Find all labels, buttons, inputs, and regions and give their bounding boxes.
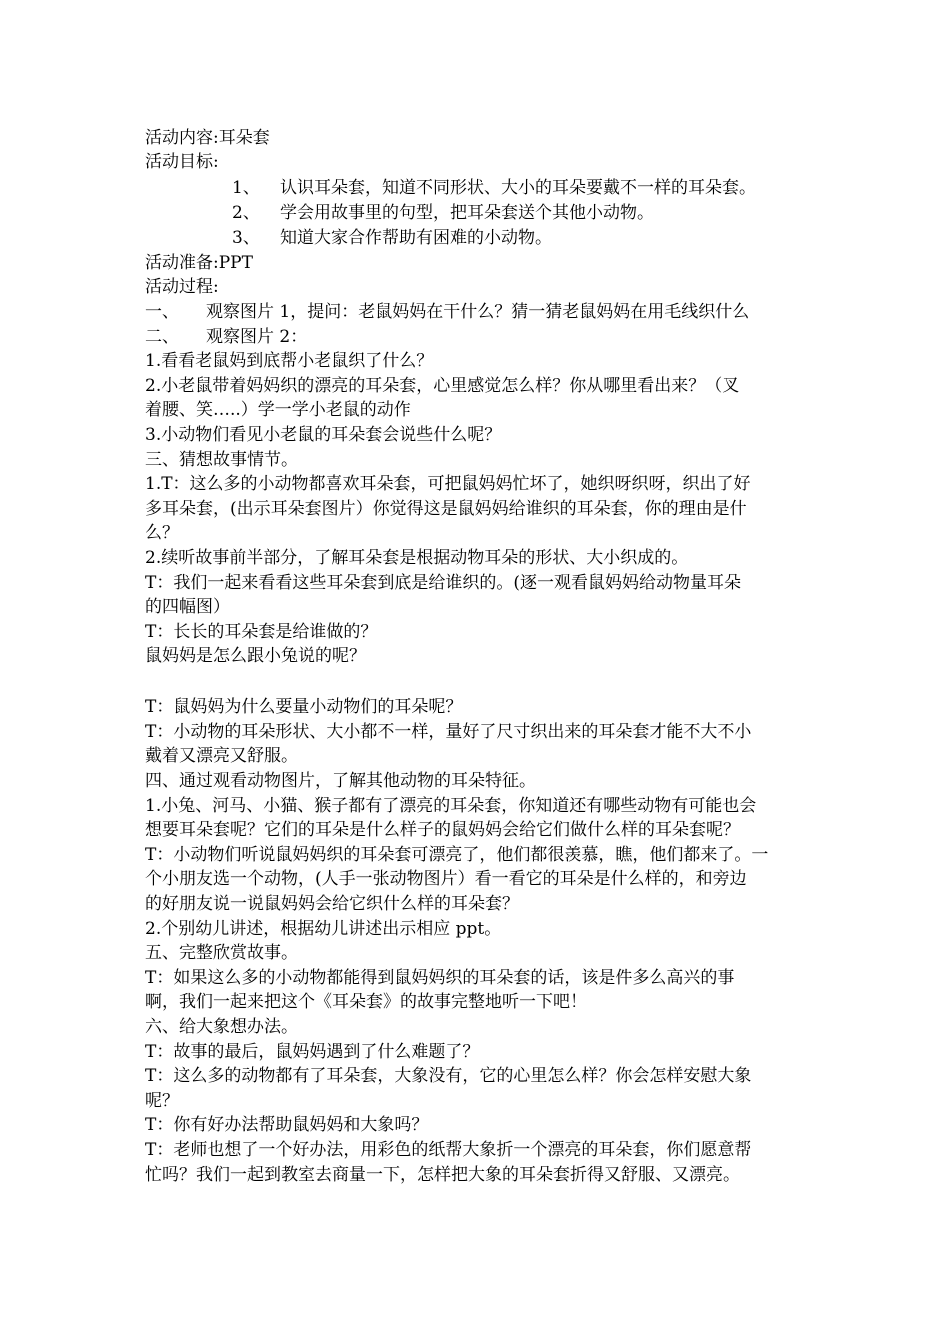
goal-text: 学会用故事里的句型，把耳朵套送个其他小动物。	[280, 203, 654, 223]
body-line: 三、猜想故事情节。	[145, 450, 298, 470]
body-line: 忙吗？我们一起到教室去商量一下，怎样把大象的耳朵套折得又舒服、又漂亮。	[145, 1165, 740, 1185]
body-line: T：如果这么多的小动物都能得到鼠妈妈织的耳朵套的话，该是件多么高兴的事	[145, 968, 735, 988]
goal-number: 1、	[232, 178, 260, 198]
goal-text: 认识耳朵套，知道不同形状、大小的耳朵要戴不一样的耳朵套。	[280, 178, 756, 198]
process-title: 活动过程:	[145, 277, 219, 297]
body-line: 四、通过观看动物图片，了解其他动物的耳朵特征。	[145, 771, 536, 791]
body-line: 戴着又漂亮又舒服。	[145, 746, 298, 766]
body-line: T：老师也想了一个好办法，用彩色的纸帮大象折一个漂亮的耳朵套，你们愿意帮	[145, 1140, 752, 1160]
body-line: 六、给大象想办法。	[145, 1017, 298, 1037]
body-line: 个小朋友选一个动物，(人手一张动物图片）看一看它的耳朵是什么样的，和旁边	[145, 869, 747, 889]
goal-number: 3、	[232, 228, 260, 248]
activity-prep: 活动准备:PPT	[145, 253, 253, 273]
goals-title: 活动目标:	[145, 152, 219, 172]
body-line: T：故事的最后，鼠妈妈遇到了什么难题了？	[145, 1042, 480, 1062]
activity-content: 活动内容:耳朵套	[145, 128, 270, 148]
body-line: 的好朋友说一说鼠妈妈会给它织什么样的耳朵套？	[145, 894, 519, 914]
body-line: 五、完整欣赏故事。	[145, 943, 298, 963]
body-line: T：这么多的动物都有了耳朵套，大象没有，它的心里怎么样？你会怎样安慰大象	[145, 1066, 752, 1086]
body-line: 呢？	[145, 1091, 179, 1111]
body-line: T：鼠妈妈为什么要量小动物们的耳朵呢？	[145, 697, 463, 717]
body-line: T：小动物们听说鼠妈妈织的耳朵套可漂亮了，他们都很羡慕，瞧，他们都来了。一	[145, 845, 769, 865]
body-line: T：你有好办法帮助鼠妈妈和大象吗？	[145, 1115, 429, 1135]
goal-number: 2、	[232, 203, 260, 223]
body-line: 2.个别幼儿讲述，根据幼儿讲述出示相应 ppt。	[145, 919, 502, 939]
body-line: T：长长的耳朵套是给谁做的？	[145, 622, 378, 642]
body-line: 么？	[145, 523, 179, 543]
body-line: 2.续听故事前半部分，了解耳朵套是根据动物耳朵的形状、大小织成的。	[145, 548, 689, 568]
body-line: T：小动物的耳朵形状、大小都不一样，量好了尺寸织出来的耳朵套才能不大不小	[145, 722, 752, 742]
section-number: 二、	[145, 327, 179, 347]
body-line: T：我们一起来看看这些耳朵套到底是给谁织的。(逐一观看鼠妈妈给动物量耳朵	[145, 573, 741, 593]
body-line: 着腰、笑…..）学一学小老鼠的动作	[145, 400, 411, 420]
body-line: 1.小兔、河马、小猫、猴子都有了漂亮的耳朵套，你知道还有哪些动物有可能也会	[145, 796, 757, 816]
section-text: 观察图片 1，提问：老鼠妈妈在干什么？猜一猜老鼠妈妈在用毛线织什么	[206, 302, 750, 322]
body-line: 1.看看老鼠妈到底帮小老鼠织了什么？	[145, 351, 434, 371]
section-number: 一、	[145, 302, 179, 322]
section-text: 观察图片 2：	[206, 327, 308, 347]
body-line: 的四幅图）	[145, 597, 230, 617]
body-line: 3.小动物们看见小老鼠的耳朵套会说些什么呢？	[145, 425, 502, 445]
body-line: 2.小老鼠带着妈妈织的漂亮的耳朵套，心里感觉怎么样？你从哪里看出来？（叉	[145, 376, 740, 396]
body-line: 啊，我们一起来把这个《耳朵套》的故事完整地听一下吧！	[145, 992, 587, 1012]
body-line: 多耳朵套，(出示耳朵套图片）你觉得这是鼠妈妈给谁织的耳朵套，你的理由是什	[145, 499, 747, 519]
body-line: 想要耳朵套呢？它们的耳朵是什么样子的鼠妈妈会给它们做什么样的耳朵套呢？	[145, 820, 740, 840]
body-line: 1.T：这么多的小动物都喜欢耳朵套，可把鼠妈妈忙坏了，她织呀织呀，织出了好	[145, 474, 751, 494]
goal-text: 知道大家合作帮助有困难的小动物。	[280, 228, 552, 248]
body-line: 鼠妈妈是怎么跟小兔说的呢？	[145, 646, 366, 666]
